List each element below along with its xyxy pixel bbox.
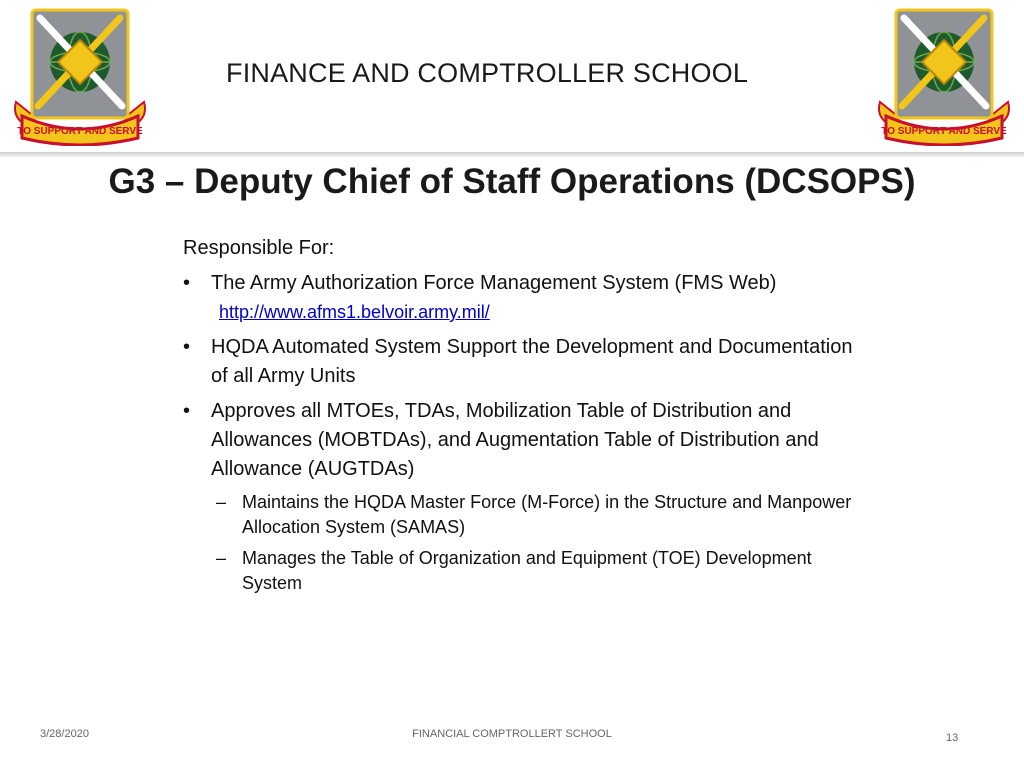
dash-glyph: – (216, 548, 227, 568)
svg-text:TO SUPPORT AND SERVE: TO SUPPORT AND SERVE (881, 126, 1007, 137)
sub-bullet-text: Maintains the HQDA Master Force (M-Force) in the Structure and Manpower Allocation System (SAMAS) (242, 492, 852, 537)
responsible-label: Responsible For: (183, 237, 335, 259)
bullet-text: Approves all MTOEs, TDAs, Mobilization Table of Distribution and Allowances (MOBTDAs), and Augmentation Table of Distribution and Allowance (AUGTDAs) (211, 400, 819, 480)
slide-header (0, 0, 1024, 152)
bullet-item (183, 333, 863, 391)
svg-text:TO SUPPORT AND SERVE: TO SUPPORT AND SERVE (17, 126, 143, 137)
footer-title: FINANCIAL COMPTROLLERT SCHOOL (412, 728, 612, 740)
bullet-text: The Army Authorization Force Management System (FMS Web) (211, 272, 777, 294)
bullet-item (183, 397, 863, 484)
sub-bullet-text: Manages the Table of Organization and Equipment (TOE) Development System (242, 548, 812, 593)
school-title: FINANCE AND COMPTROLLER SCHOOL (226, 58, 749, 88)
unit-crest-left (10, 6, 150, 146)
footer-date: 3/28/2020 (40, 728, 89, 740)
header-divider (0, 152, 1024, 157)
fms-web-link[interactable]: http://www.afms1.belvoir.army.mil/ (219, 302, 490, 322)
bullet-text: HQDA Automated System Support the Development and Documentation of all Army Units (211, 336, 853, 387)
bullet-item (183, 269, 863, 327)
unit-crest-right (874, 6, 1014, 146)
bullet-glyph: • (183, 400, 191, 422)
sub-bullet-item (183, 546, 863, 596)
slide-number: 13 (946, 732, 959, 744)
bullet-glyph: • (183, 336, 191, 358)
slide-body (183, 234, 863, 602)
slide-title: G3 – Deputy Chief of Staff Operations (DCSOPS) (108, 162, 916, 201)
dash-glyph: – (216, 492, 227, 512)
bullet-glyph: • (183, 272, 191, 294)
sub-bullet-item (183, 490, 863, 540)
